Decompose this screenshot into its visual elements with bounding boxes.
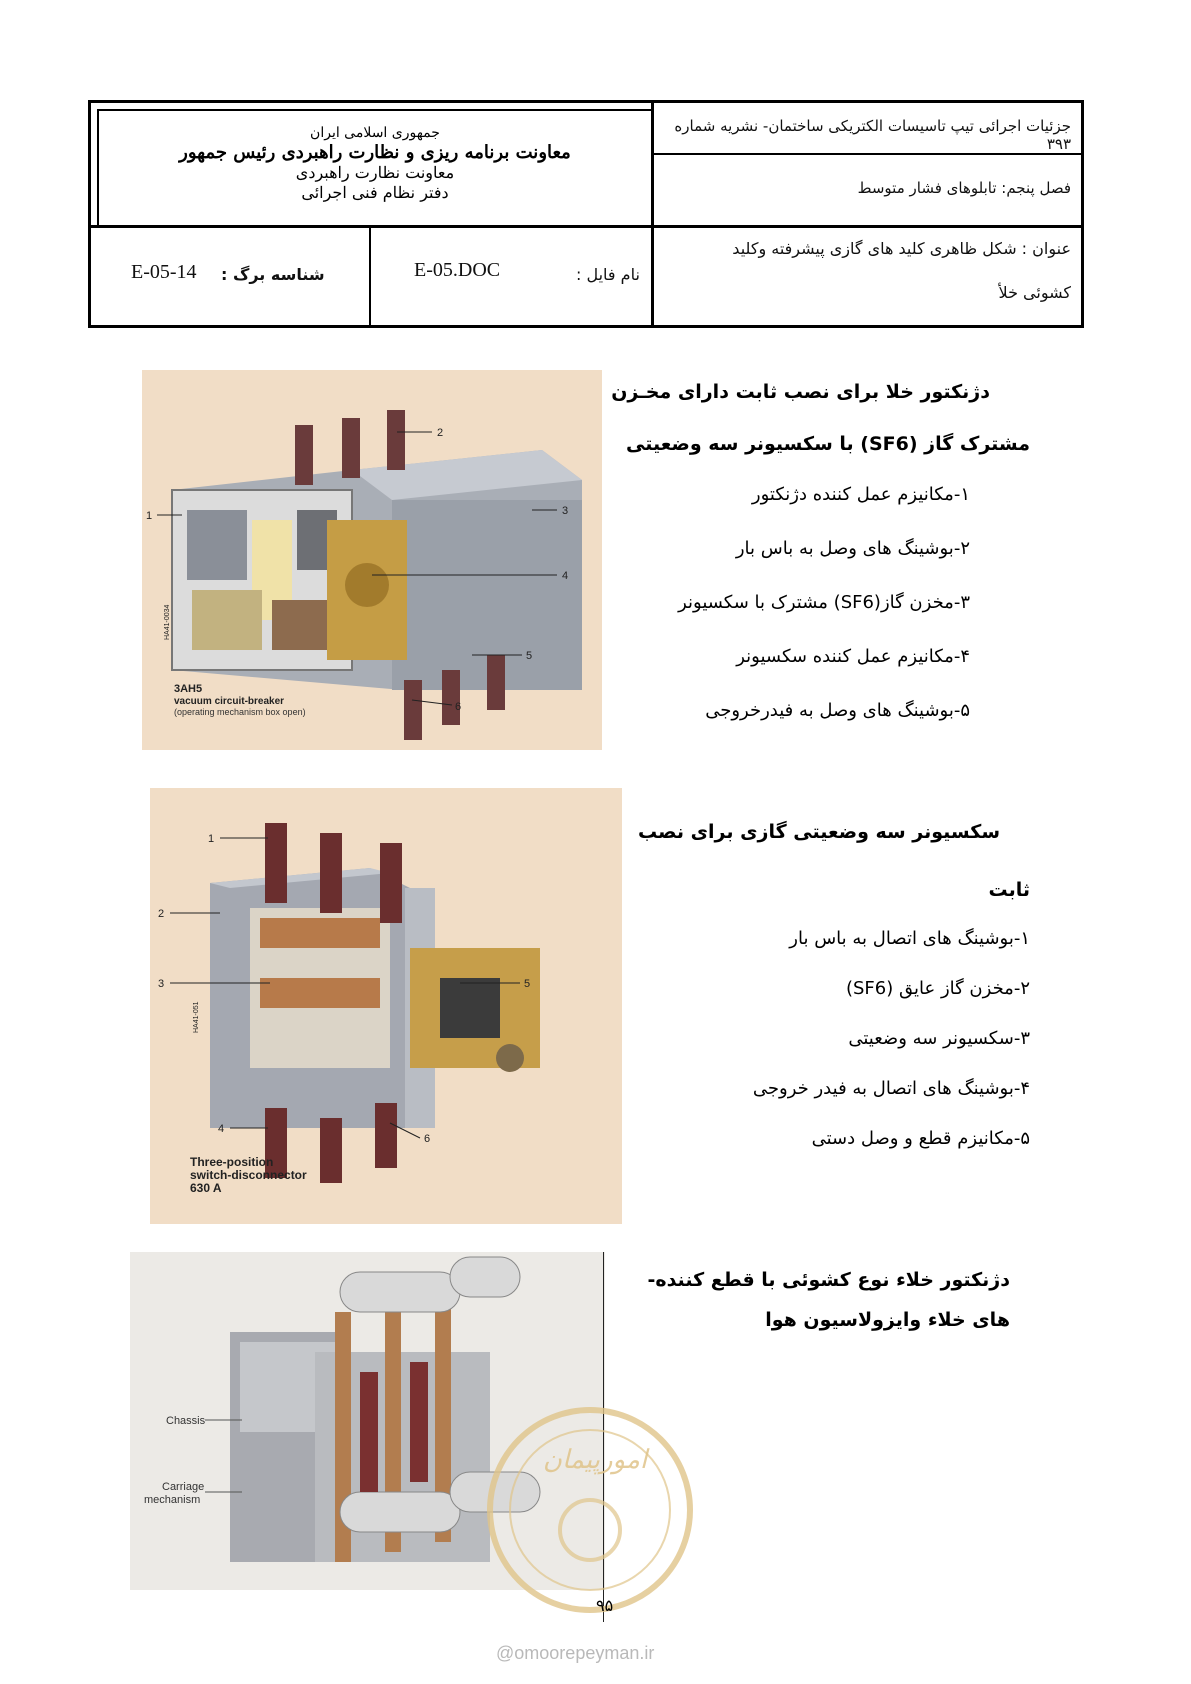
callout-2: 2: [158, 908, 165, 920]
section3-title-line2: های خلاء وایزولاسیون هوا: [765, 1309, 1010, 1331]
file-name-value: E-05.DOC: [414, 259, 501, 281]
section1-item: ۲-بوشینگ های وصل به باس بار: [735, 538, 970, 559]
section3-title-line1: دژنکتور خلاء نوع کشوئی با قطع کننده-: [647, 1269, 1010, 1291]
section1-item: ۴-مکانیزم عمل کننده سکسیونر: [736, 646, 970, 667]
carriage-label-line2: mechanism: [144, 1494, 201, 1506]
sheet-id-label: شناسه برگ :: [221, 265, 325, 284]
callout-5: 5: [524, 978, 531, 990]
section3-description: [620, 1266, 1010, 1334]
section1-item: ۱-مکانیزم عمل کننده دژنکتور: [751, 484, 970, 505]
figure-three-position-switch: [150, 788, 622, 1224]
callout-2: 2: [437, 427, 444, 439]
caption-3: (operating mechanism box open): [174, 707, 306, 717]
org-line-2: معاونت برنامه ریزی و نظارت راهبردی رئیس جمهور: [179, 142, 571, 163]
section2-description: [620, 818, 1030, 1152]
watermark-stamp-text: امورپیمان: [542, 1445, 648, 1475]
section2-item: ۴-بوشینگ های اتصال به فیدر خروجی: [752, 1078, 1030, 1099]
callout-3: 3: [158, 978, 165, 990]
section2-item: ۱-بوشینگ های اتصال به باس بار: [789, 928, 1030, 949]
sheet-title-line-2: کشوئی خلأ: [998, 283, 1071, 302]
figure-code: HA41-0034: [164, 604, 171, 640]
carriage-label-line1: Carriage: [162, 1481, 205, 1493]
callout-4: 4: [562, 570, 569, 582]
org-line-4: دفتر نظام فنی اجرائی: [301, 183, 449, 202]
org-line-1: جمهوری اسلامی ایران: [310, 125, 440, 141]
caption-1: 3AH5: [174, 683, 203, 695]
figure-circuit-breaker-3ah5: [142, 370, 602, 750]
publication-title: جزئیات اجرائی تیپ تاسیسات الکتریکی ساختمان- نشریه شماره ۳۹۳: [674, 117, 1071, 153]
sheet-id-value: E-05-14: [131, 261, 197, 283]
file-name-label: نام فایل :: [576, 265, 640, 284]
caption-2: vacuum circuit-breaker: [174, 696, 285, 707]
organization-box: [97, 109, 653, 227]
section1-title-line2: مشترک گاز (SF6) با سکسیونر سه وضعیتی: [626, 433, 1030, 455]
section2-item: ۵-مکانیزم قطع و وصل دستی: [811, 1128, 1030, 1149]
callout-4: 4: [218, 1123, 225, 1135]
section1-title-line1: دژنکتور خلا برای نصب ثابت دارای مخـزن: [611, 381, 990, 403]
watermark-url: @omoorepeyman.ir: [496, 1643, 655, 1663]
caption-3: 630 A: [190, 1181, 222, 1195]
callout-6: 6: [455, 701, 462, 713]
section1-item: ۵-بوشینگ های وصل به فیدرخروجی: [705, 700, 970, 721]
chapter-title: فصل پنجم: تابلوهای فشار متوسط: [857, 179, 1071, 197]
header-table: [88, 100, 1084, 328]
watermark-stamp: [480, 1400, 700, 1620]
callout-3: 3: [562, 505, 569, 517]
at-icon: @: [496, 1643, 515, 1663]
callout-1: 1: [146, 510, 153, 522]
callout-1: 1: [208, 833, 215, 845]
section1-description: [610, 378, 1030, 724]
sheet-title-line-1: عنوان : شکل ظاهری کلید های گازی پیشرفته وکلید: [732, 239, 1071, 258]
page-number: ۹۵: [596, 1596, 614, 1615]
figure-code: HA41-051: [193, 1001, 200, 1033]
section2-item: ۲-مخزن گاز عایق (SF6): [845, 978, 1030, 999]
section2-item: ۳-سکسیونر سه وضعیتی: [848, 1028, 1030, 1049]
org-line-3: معاونت نظارت راهبردی: [295, 163, 455, 182]
callout-5: 5: [526, 650, 533, 662]
caption-2: switch-disconnector: [190, 1168, 307, 1182]
section2-title-line2: ثابت: [988, 879, 1030, 901]
section1-item: ۳-مخزن گاز(SF6) مشترک با سکسیونر: [678, 592, 970, 613]
caption-1: Three-position: [190, 1155, 274, 1169]
section2-title-line1: سکسیونر سه وضعیتی گازی برای نصب: [638, 821, 1000, 843]
chassis-label: Chassis: [166, 1415, 206, 1427]
callout-6: 6: [424, 1133, 431, 1145]
